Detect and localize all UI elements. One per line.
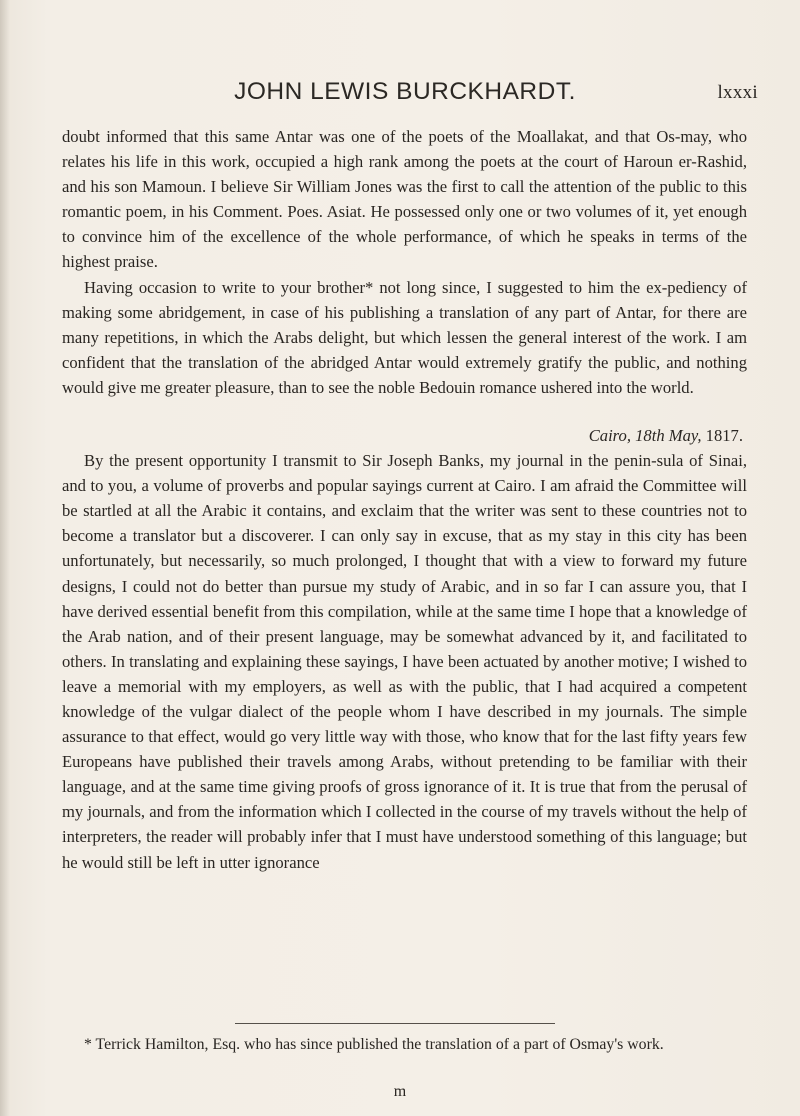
- body-text: [62, 124, 747, 875]
- paragraph: Having occasion to write to your brother* not long since, I suggested to him the ex-pediency of making some abridgement, in case of his publishing a translation of any part of Antar, for there are many repetitions, in which the Arabs delight, but which lessen the general interest of the work. I am confident that the translation of the abridged Antar would extremely gratify the public, and nothing would give me greater pleasure, than to see the noble Bedouin romance ushered into the world.: [62, 277, 747, 397]
- footnote: * Terrick Hamilton, Esq. who has since published the translation of a part of Osmay's work.: [84, 1036, 664, 1053]
- gutter-shadow: [0, 0, 10, 1116]
- letter-dateline: [62, 423, 747, 448]
- dateline-date: 18th May,: [635, 426, 702, 446]
- dateline-place: Cairo,: [588, 426, 631, 446]
- dateline-year: 1817.: [705, 426, 743, 446]
- running-title: JOHN LEWIS BURCKHARDT.: [234, 78, 576, 105]
- paragraph: doubt informed that this same Antar was one of the poets of the Moallakat, and that Os-may, who relates his life in this work, occupied a high rank among the poets at the court of Haroun er-Rashid, and his son Mamoun. I believe Sir William Jones was the first to call the attention of the public to this romantic poem, in his Comment. Poes. Asiat. He possessed only one or two volumes of it, yet enough to convince him of the excellence of the whole performance, of which he speaks in terms of the highest praise.: [62, 127, 747, 272]
- signature-mark: m: [393, 1083, 407, 1100]
- footnote-divider: [235, 1023, 555, 1024]
- page-number: lxxxi: [717, 82, 758, 103]
- letter-paragraph: By the present opportunity I transmit to Sir Joseph Banks, my journal in the penin-sula of Sinai, and to you, a volume of proverbs and popular sayings current at Cairo. I am afraid the Committee will be startled at all the Arabic it contains, and exclaim that the writer was sent to these countries not to become a translator but a discoverer. I can only say in excuse, that as my stay in this city has been unfortunately, but necessarily, so much prolonged, I thought that with a view to forward my future designs, I could not do better than pursue my study of Arabic, and in so far I can assure you, that I have derived essential benefit from this compilation, while at the same time I hope that a knowledge of the Arab nation, and of their present language, may be somewhat advanced by it, and facilitated to others. In translating and explaining these sayings, I have been actuated by another motive; I wished to leave a memorial with my employers, as well as with the public, that I had acquired a competent knowledge of the vulgar dialect of the people whom I have described in my journals. The simple assurance to that effect, would go very little way with those, who know that for the last fifty years few Europeans have published their travels among Arabs, without pretending to be familiar with their language, and at the same time giving proofs of gross ignorance of it. It is true that from the perusal of my journals, and from the information which I collected in the course of my travels without the help of interpreters, the reader will probably infer that I must have understood something of this language; but he would still be left in utter ignorance: [62, 451, 747, 872]
- page-header: [60, 78, 758, 118]
